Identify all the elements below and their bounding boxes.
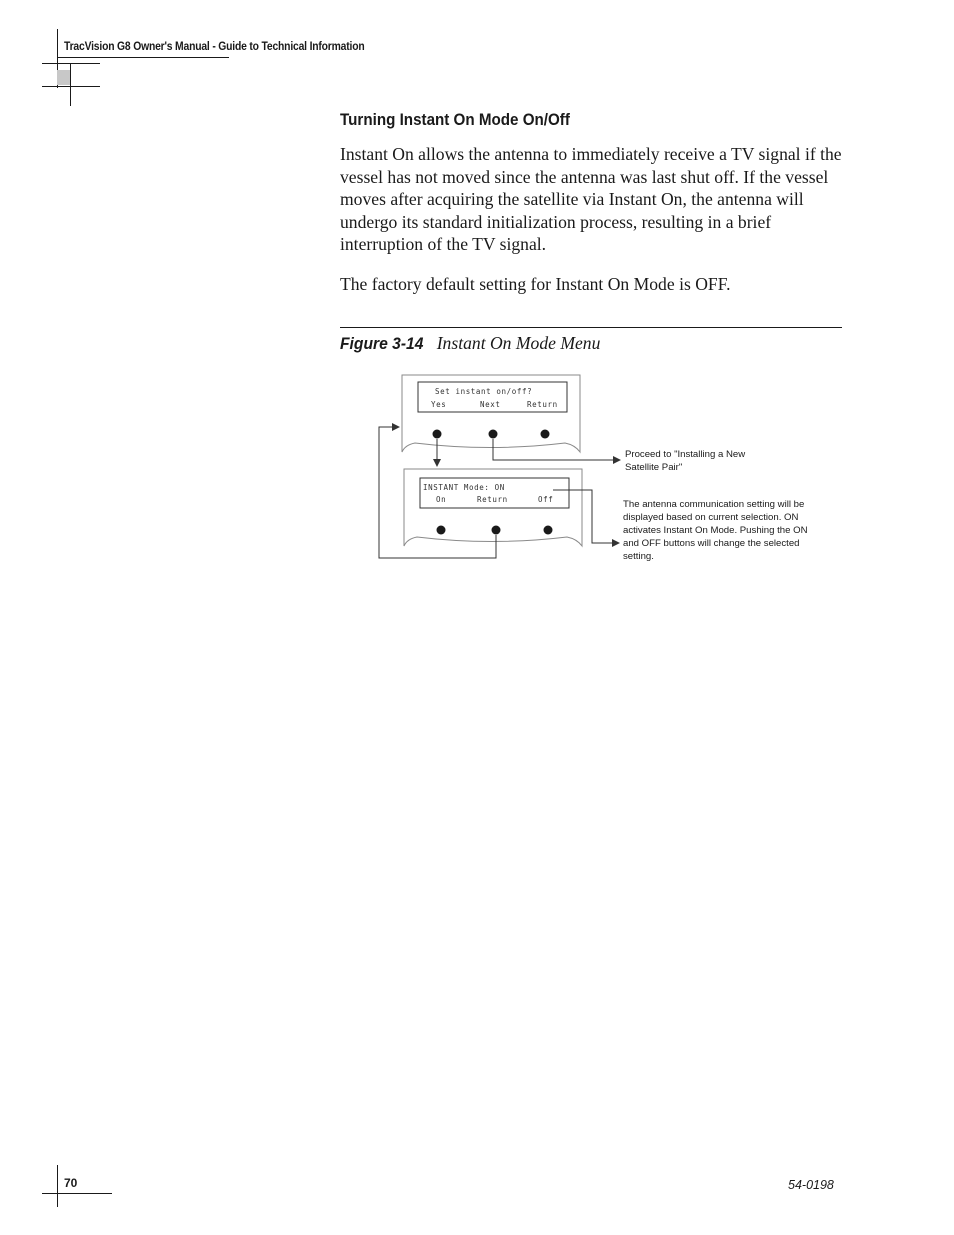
lcd-softkey-yes: Yes: [431, 400, 447, 409]
crop-mark-inner-vertical: [70, 64, 71, 106]
figure-title: Instant On Mode Menu: [436, 333, 601, 353]
soft-button-return: [492, 526, 501, 535]
lcd-softkey-on: On: [436, 495, 447, 504]
soft-button-return: [541, 430, 550, 439]
soft-button-on: [437, 526, 446, 535]
figure-rule: [340, 327, 842, 328]
lcd-softkey-return: Return: [527, 400, 558, 409]
callout-next-step: Proceed to "Installing a New Satellite Pair": [625, 449, 746, 473]
footer-rule: [42, 1193, 112, 1194]
lcd-mode-text: INSTANT Mode: ON: [423, 483, 505, 492]
crop-mark-inner-horizontal: [42, 86, 100, 87]
lcd-prompt-text: Set instant on/off?: [435, 387, 533, 396]
registration-gray-square: [57, 70, 70, 85]
crop-mark-left-horizontal: [42, 63, 100, 64]
header-rule: [58, 57, 229, 58]
soft-button-off: [544, 526, 553, 535]
figure-label: Figure 3-14: [340, 334, 424, 353]
callout-setting-description: The antenna communication setting will be displayed based on current selection. ON activates Instant On Mode. Pushing the ON and OFF buttons will change the selected setting.: [623, 499, 808, 562]
page-number: 70: [64, 1176, 78, 1190]
body-paragraph: The factory default setting for Instant On Mode is OFF.: [340, 274, 731, 294]
running-header: TracVision G8 Owner's Manual - Guide to Technical Information: [64, 41, 365, 53]
lcd-softkey-next: Next: [480, 400, 501, 409]
section-heading: Turning Instant On Mode On/Off: [340, 111, 570, 129]
soft-button-next: [489, 430, 498, 439]
lcd-softkey-off: Off: [538, 495, 554, 504]
figure-caption: [340, 333, 600, 354]
footer-crop-vertical: [57, 1165, 58, 1207]
soft-button-yes: [433, 430, 442, 439]
lcd-softkey-return: Return: [477, 495, 508, 504]
body-paragraph: Instant On allows the antenna to immediately receive a TV signal if the vessel has not moved since the antenna was last shut off. If the vessel moves after acquiring the satellite via Instant On, the antenna will undergo its standard initialization process, resulting in a brief interruption of the TV signal.: [340, 144, 842, 254]
document-number: 54-0198: [788, 1178, 834, 1192]
